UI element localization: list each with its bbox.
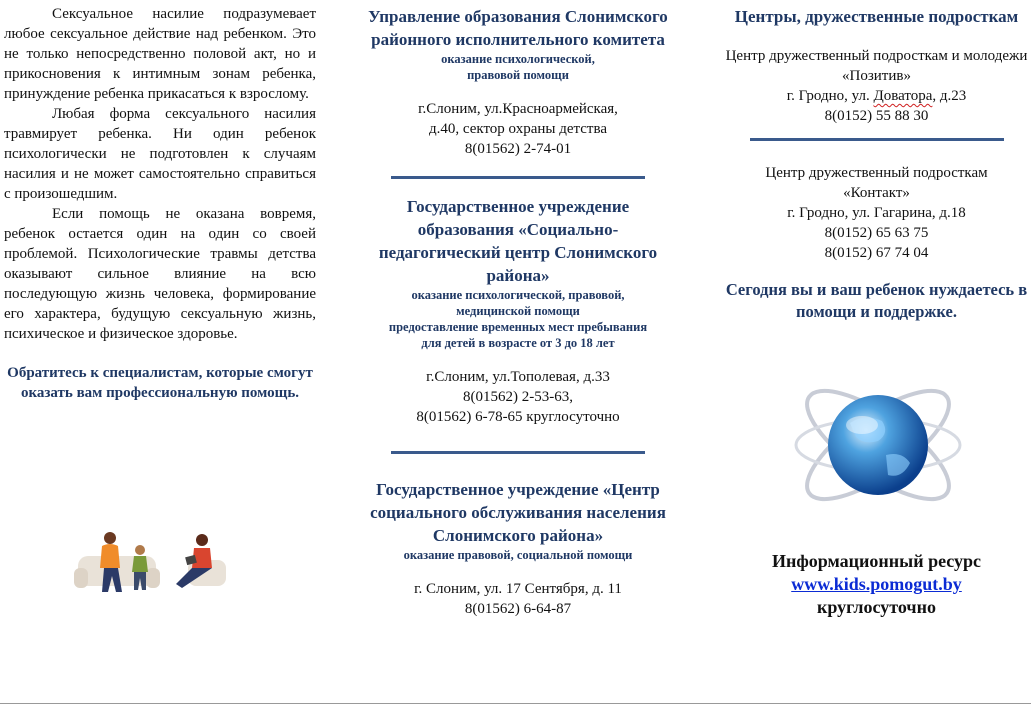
info-note: круглосуточно	[817, 597, 936, 617]
support-message: Сегодня вы и ваш ребенок нуждаетесь в помощи и поддержке.	[725, 280, 1028, 321]
center2-address: г. Гродно, ул. Гагарина, д.18	[787, 205, 966, 221]
org2-service-line: для детей в возрасте от 3 до 18 лет	[421, 336, 615, 350]
center1-name: Центр дружественный подросткам и молодежи «Позитив»	[725, 48, 1028, 84]
org3-address-line: г. Слоним, ул. 17 Сентября, д. 11	[414, 581, 622, 597]
org2-address-line: г.Слоним, ул.Тополевая, д.33	[426, 369, 610, 385]
paragraph-consequences: Если помощь не оказана вовремя, ребенок остается один на один со своей проблемой. Психологические травмы детства оказывают сильное влияние на всю последующую жизнь человека, формирование его характера, будущую сексуальную жизнь, психическое и физическое здоровье.	[4, 206, 316, 342]
paragraph-trauma: Любая форма сексуального насилия травмирует ребенка. Ни один ребенок психологически не подготовлен к случаям насилия и не может самостоятельно справиться с произошедшим.	[4, 106, 316, 202]
org2-service-line: предоставление временных мест пребывания	[388, 320, 648, 334]
org1-address-line: д.40, сектор охраны детства	[428, 121, 607, 137]
org1-address-line: г.Слоним, ул.Красноармейская,	[418, 101, 618, 117]
org3-service-line: оказание правовой, социальной помощи	[403, 548, 633, 562]
org1-service-line: правовой помощи	[467, 68, 569, 82]
center1-address: г. Гродно, ул. Доватора, д.23	[786, 88, 967, 104]
org2-service-line: оказание психологической, правовой,	[411, 288, 625, 302]
left-column	[4, 0, 316, 403]
right-heading: Центры, дружественные подросткам	[734, 7, 1019, 26]
org1-phone: 8(01562) 2-74-01	[464, 141, 572, 157]
center2-phone: 8(0152) 65 63 75	[824, 225, 929, 241]
spellcheck-word: Доватора	[873, 88, 933, 104]
org2-service-line: медицинской помощи	[456, 304, 580, 318]
globe-icon	[790, 363, 965, 528]
org3-title: Государственное учреждение «Центр социального обслуживания населения Слонимского района»	[370, 480, 666, 545]
org2-phone: 8(01562) 6-78-65 круглосуточно	[416, 409, 620, 425]
center2-name: Центр дружественный подросткам «Контакт»	[765, 165, 988, 201]
page-edge-line	[0, 703, 1031, 704]
center1-phone: 8(0152) 55 88 30	[824, 108, 929, 124]
right-column	[722, 0, 1031, 323]
org2-phone: 8(01562) 2-53-63,	[463, 389, 573, 405]
org1-service-line: оказание психологической,	[441, 52, 595, 66]
info-link[interactable]: www.kids.pomogut.by	[791, 574, 962, 594]
info-label: Информационный ресурс	[771, 551, 982, 571]
info-block	[722, 550, 1031, 619]
org2-title: Государственное учреждение образования «Социально-педагогический центр Слонимского района»	[378, 197, 658, 285]
org3-phone: 8(01562) 6-64-87	[464, 601, 572, 617]
paragraph-definition: Сексуальное насилие подразумевает любое сексуальное действие над ребенком. Это не только непосредственно половой акт, но и прикосновения к интимным зонам ребенка, принуждение ребенка прикасаться к взрослому.	[4, 6, 316, 102]
call-to-action: Обратитесь к специалистам, которые смогут оказать вам профессиональную помощь.	[7, 365, 313, 401]
counseling-illustration	[70, 528, 230, 603]
center2-phone: 8(0152) 67 74 04	[824, 245, 929, 261]
org1-title: Управление образования Слонимского районного исполнительного комитета	[368, 7, 668, 49]
middle-column	[362, 0, 674, 619]
